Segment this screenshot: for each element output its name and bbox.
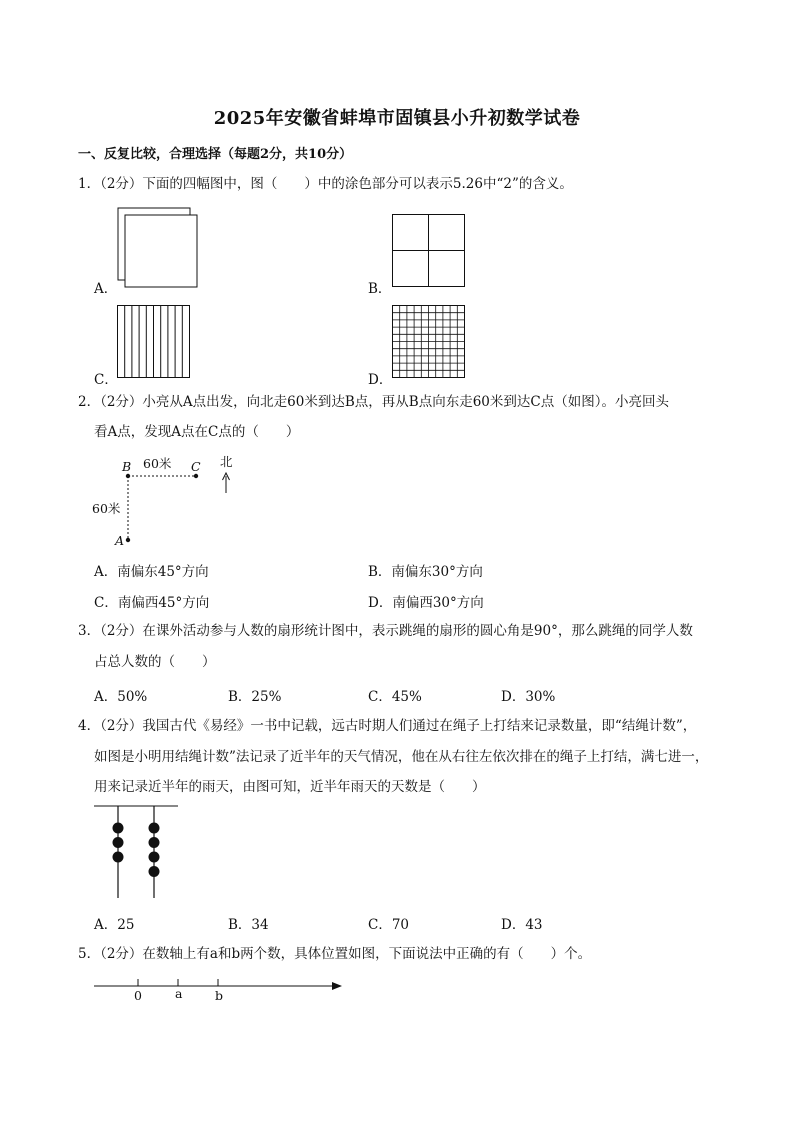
q3-option-c: C．45%: [368, 689, 422, 705]
rope-knot: [149, 852, 160, 863]
q1-option-b-figure: [392, 214, 466, 288]
rope-knot: [113, 823, 124, 834]
q5-number-line: [94, 975, 354, 1005]
question-4-line-2: 如图是小明用结绳计数”法记录了近半年的天气情况，他在从右往左依次排在的绳子上打结，满七进一，: [94, 749, 709, 765]
q5-axis-label-zero: 0: [134, 988, 142, 1003]
q2-north-label: 北: [220, 454, 233, 469]
rope-knot: [113, 852, 124, 863]
rope-knot: [149, 823, 160, 834]
q1-option-c-label: C．: [94, 372, 118, 388]
q1-option-b-label: B．: [368, 281, 392, 297]
q4-option-a: A．25: [94, 917, 135, 933]
q3-option-b: B．25%: [228, 689, 282, 705]
q4-knotted-rope-figure: [94, 800, 184, 900]
section-heading: 一、反复比较，合理选择（每题2分，共10分）: [78, 147, 353, 162]
q1-option-c-figure: [117, 305, 191, 379]
q3-option-d: D．30%: [501, 689, 556, 705]
q1-option-d-label: D．: [368, 372, 393, 388]
rope-knot: [149, 866, 160, 877]
q4-option-b: B．34: [228, 917, 269, 933]
q2-distance-left-label: 60米: [92, 501, 121, 516]
q1-option-d-figure: [392, 305, 466, 379]
question-5-text: 5．（2分）在数轴上有a和b两个数，具体位置如图，下面说法中正确的有（ ）个。: [78, 946, 592, 962]
question-4-line-3: 用来记录近半年的雨天，由图可知，近半年雨天的天数是（ ）: [94, 779, 486, 795]
rope-knot: [113, 837, 124, 848]
question-3-line-1: 3．（2分）在课外活动参与人数的扇形统计图中，表示跳绳的扇形的圆心角是90°，那么跳绳的同学人数: [78, 623, 693, 639]
q2-option-a: A．南偏东45°方向: [94, 564, 209, 580]
q1-option-a-label: A．: [94, 281, 118, 297]
question-2-line-2: 看A点，发现A点在C点的（ ）: [94, 424, 300, 440]
q2-option-c: C．南偏西45°方向: [94, 595, 210, 611]
q4-option-d: D．43: [501, 917, 543, 933]
q5-axis-label-a: a: [175, 986, 183, 1001]
q3-option-a: A．50%: [94, 689, 148, 705]
q4-option-c: C．70: [368, 917, 410, 933]
page-title: 2025年安徽省蚌埠市固镇县小升初数学试卷: [213, 108, 581, 129]
q2-point-a-label: A: [115, 533, 125, 548]
q2-option-d: D．南偏西30°方向: [368, 595, 484, 611]
q2-point-b-label: B: [122, 459, 132, 474]
q2-point-c-label: C: [191, 459, 201, 474]
question-4-line-1: 4．（2分）我国古代《易经》一书中记载，远古时期人们通过在绳子上打结来记录数量，即“结绳计数”，: [78, 718, 697, 734]
q2-option-b: B．南偏东30°方向: [368, 564, 483, 580]
question-2-line-1: 2．（2分）小亮从A点出发，向北走60米到达B点，再从B点向东走60米到达C点（如图）。小亮回头: [78, 394, 669, 410]
question-1-text: 1．（2分）下面的四幅图中，图（ ）中的涂色部分可以表示5.26中“2”的含义。: [78, 176, 573, 192]
question-3-line-2: 占总人数的（ ）: [94, 654, 216, 670]
q2-distance-top-label: 60米: [143, 456, 172, 471]
q1-option-a-figure: [117, 207, 199, 289]
q5-axis-label-b: b: [215, 988, 224, 1003]
rope-knot: [149, 837, 160, 848]
